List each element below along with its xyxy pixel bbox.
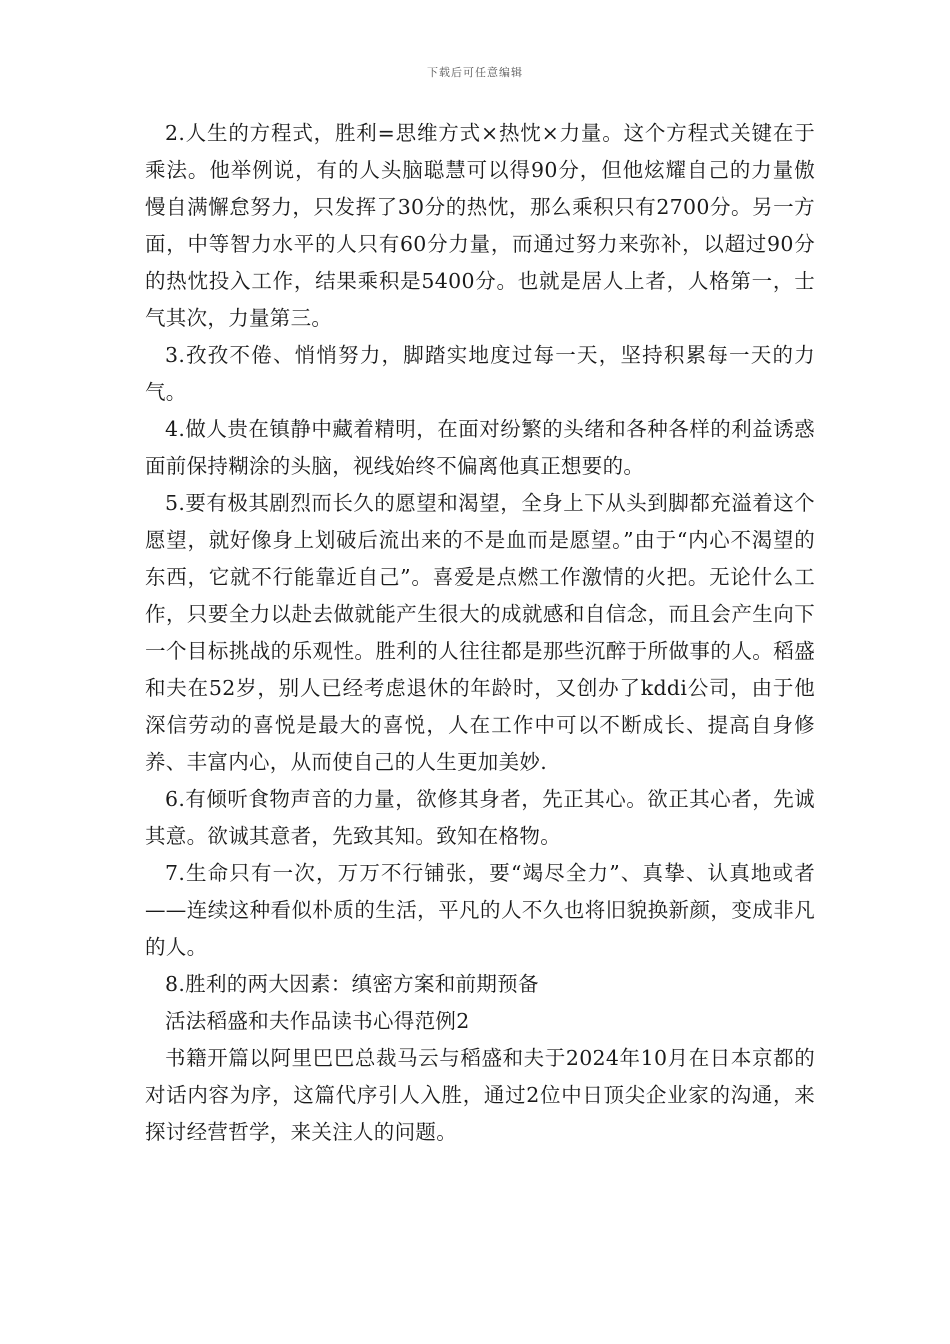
paragraph-3: 3.孜孜不倦、悄悄努力，脚踏实地度过每一天，坚持积累每一天的力气。 [145, 343, 815, 404]
paragraph-4: 4.做人贵在镇静中藏着精明，在面对纷繁的头绪和各种各样的利益诱惑面前保持糊涂的头脑，视线始终不偏离他真正想要的。 [145, 417, 815, 478]
paragraph-7: 7.生命只有一次，万万不行铺张，要“竭尽全力”、真挚、认真地或者——连续这种看似朴质的生活，平凡的人不久也将旧貌换新颜，变成非凡的人。 [145, 861, 815, 959]
paragraph-intro: 书籍开篇以阿里巴巴总裁马云与稻盛和夫于2024年10月在日本京都的对话内容为序，这篇代序引人入胜，通过2位中日顶尖企业家的沟通，来探讨经营哲学，来关注人的问题。 [145, 1046, 815, 1144]
paragraph-8: 8.胜利的两大因素：缜密方案和前期预备 [165, 972, 539, 996]
page-header: 下载后可任意编辑 [427, 66, 523, 79]
document-body [145, 115, 815, 1151]
paragraph-5: 5.要有极其剧烈而长久的愿望和渴望，全身上下从头到脚都充溢着这个愿望，就好像身上划破后流出来的不是血而是愿望。”由于“内心不渴望的东西，它就不行能靠近自己”。喜爱是点燃工作激情的火把。无论什么工作，只要全力以赴去做就能产生很大的成就感和自信念，而且会产生向下一个目标挑战的乐观性。胜利的人往往都是那些沉醉于所做事的人。稻盛和夫在52岁，别人已经考虑退休的年龄时，又创办了kddi公司，由于他深信劳动的喜悦是最大的喜悦，人在工作中可以不断成长、提高自身修养、丰富内心，从而使自己的人生更加美妙. [145, 491, 815, 774]
paragraph-2: 2.人生的方程式，胜利=思维方式×热忱×力量。这个方程式关键在于乘法。他举例说，有的人头脑聪慧可以得90分，但他炫耀自己的力量傲慢自满懈怠努力，只发挥了30分的热忱，那么乘积只有2700分。另一方面，中等智力水平的人只有60分力量，而通过努力来弥补，以超过90分的热忱投入工作，结果乘积是5400分。也就是居人上者，人格第一，士气其次，力量第三。 [145, 121, 815, 330]
paragraph-6: 6.有倾听食物声音的力量，欲修其身者，先正其心。欲正其心者，先诚其意。欲诚其意者，先致其知。致知在格物。 [145, 787, 815, 848]
section-heading: 活法稻盛和夫作品读书心得范例2 [165, 1009, 470, 1033]
